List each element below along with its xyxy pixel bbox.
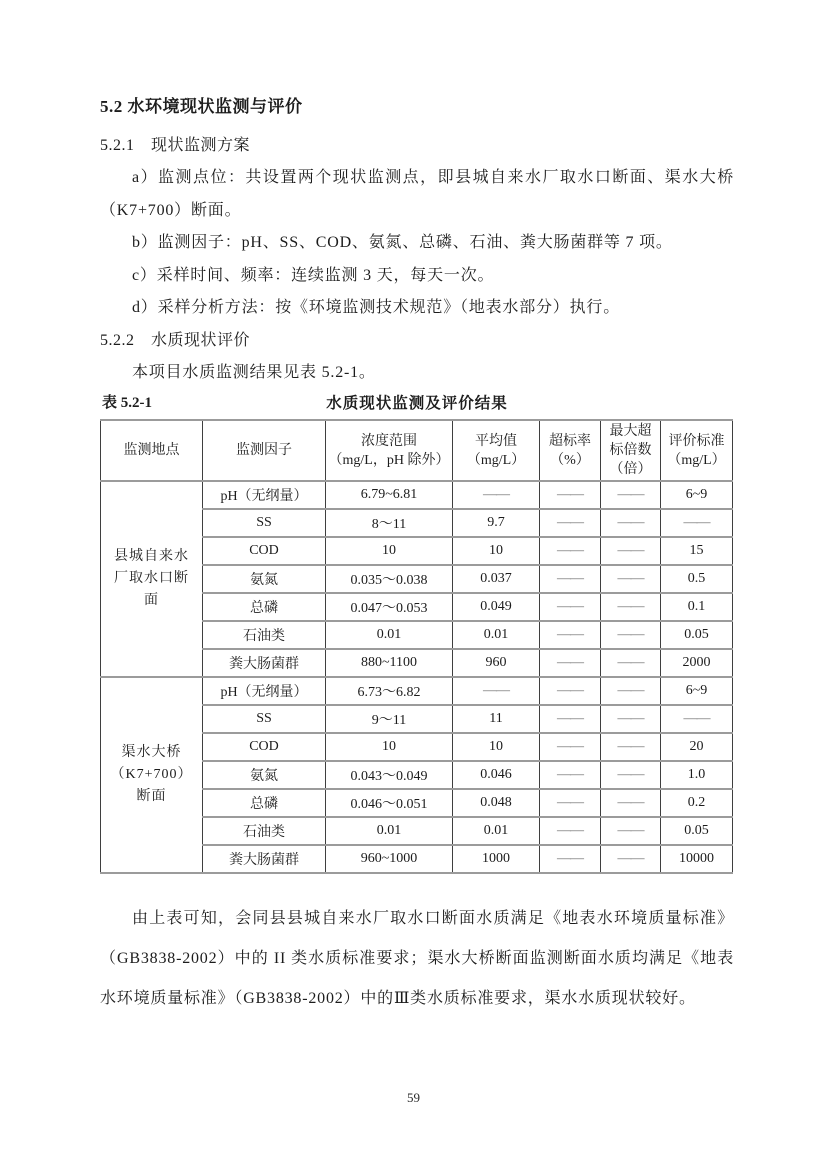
column-header-location	[101, 420, 203, 481]
station-cell-waterworks-intake	[101, 481, 203, 677]
cell-range: 6.79~6.81	[326, 481, 453, 509]
station-line: 渠水大桥	[121, 745, 182, 760]
cell-exceed-rate: ——	[540, 677, 601, 705]
cell-factor: COD	[203, 537, 326, 565]
cell-range: 0.046～0.051	[326, 789, 453, 817]
cell-factor: 氨氮	[203, 761, 326, 789]
header-line: （mg/L）	[667, 452, 726, 468]
table-row	[101, 677, 733, 705]
cell-max-exceed: ——	[601, 817, 661, 845]
cell-factor: SS	[203, 705, 326, 733]
cell-range: 0.047～0.053	[326, 593, 453, 621]
cell-factor: COD	[203, 733, 326, 761]
table-caption-title: 水质现状监测及评价结果	[326, 395, 508, 412]
cell-max-exceed: ——	[601, 677, 661, 705]
cell-exceed-rate: ——	[540, 621, 601, 649]
column-header-average	[453, 420, 540, 481]
cell-exceed-rate: ——	[540, 537, 601, 565]
cell-range: 0.043～0.049	[326, 761, 453, 789]
cell-max-exceed: ——	[601, 789, 661, 817]
section-heading-5-2-1: 5.2.1 现状监测方案	[100, 137, 251, 154]
cell-range: 960~1000	[326, 845, 453, 873]
header-line: 评价标准	[668, 433, 725, 449]
cell-max-exceed: ——	[601, 761, 661, 789]
cell-standard: 2000	[661, 649, 733, 677]
header-line: 标倍数	[609, 443, 652, 458]
cell-average: 0.01	[453, 817, 540, 845]
page-content	[100, 94, 734, 1019]
header-line: （%）	[550, 452, 590, 468]
cell-max-exceed: ——	[601, 537, 661, 565]
cell-max-exceed: ——	[601, 705, 661, 733]
cell-average: 9.7	[453, 509, 540, 537]
cell-factor: 石油类	[203, 817, 326, 845]
cell-max-exceed: ——	[601, 565, 661, 593]
cell-factor: 氨氮	[203, 565, 326, 593]
header-line: （mg/L，pH 除外）	[328, 452, 450, 468]
cell-max-exceed: ——	[601, 509, 661, 537]
cell-standard: 20	[661, 733, 733, 761]
cell-exceed-rate: ——	[540, 593, 601, 621]
cell-standard: 0.2	[661, 789, 733, 817]
cell-standard: 6~9	[661, 481, 733, 509]
cell-average: 10	[453, 733, 540, 761]
cell-max-exceed: ——	[601, 845, 661, 873]
cell-factor: 粪大肠菌群	[203, 845, 326, 873]
cell-factor: 粪大肠菌群	[203, 649, 326, 677]
cell-average: 11	[453, 705, 540, 733]
header-line: 超标率	[549, 433, 591, 449]
cell-range: 0.035～0.038	[326, 565, 453, 593]
paragraph-monitoring-points: a）监测点位：共设置两个现状监测点，即县城自来水厂取水口断面、渠水大桥（K7+700）断面。	[100, 169, 734, 219]
paragraph-sampling-time: c）采样时间、频率：连续监测 3 天，每天一次。	[132, 266, 495, 284]
column-header-exceed-rate	[540, 420, 601, 481]
cell-range: 6.73～6.82	[326, 677, 453, 705]
cell-standard: ——	[661, 705, 733, 733]
cell-factor: 总磷	[203, 593, 326, 621]
cell-range: 8～11	[326, 509, 453, 537]
cell-range: 0.01	[326, 621, 453, 649]
station-line: 县城自来水	[114, 549, 189, 564]
header-line: 平均值	[475, 433, 517, 449]
cell-average: 0.049	[453, 593, 540, 621]
cell-exceed-rate: ——	[540, 565, 601, 593]
cell-exceed-rate: ——	[540, 509, 601, 537]
cell-range: 0.01	[326, 817, 453, 845]
column-header-max-exceed	[601, 420, 661, 481]
column-header-factor	[203, 420, 326, 481]
cell-exceed-rate: ——	[540, 733, 601, 761]
table-caption	[100, 391, 734, 417]
cell-range: 10	[326, 733, 453, 761]
cell-factor: pH（无纲量）	[203, 677, 326, 705]
table-row	[101, 481, 733, 509]
cell-max-exceed: ——	[601, 621, 661, 649]
cell-exceed-rate: ——	[540, 817, 601, 845]
cell-standard: 1.0	[661, 761, 733, 789]
page-number: 59	[407, 1090, 420, 1105]
paragraph-monitoring-factors: b）监测因子：pH、SS、COD、氨氮、总磷、石油、粪大肠菌群等 7 项。	[132, 234, 673, 251]
cell-exceed-rate: ——	[540, 481, 601, 509]
cell-factor: 石油类	[203, 621, 326, 649]
cell-exceed-rate: ——	[540, 761, 601, 789]
station-line: 厂取水口断	[114, 571, 189, 586]
cell-average: 0.048	[453, 789, 540, 817]
cell-standard: 15	[661, 537, 733, 565]
section-heading-5-2-2: 5.2.2 水质现状评价	[100, 331, 251, 349]
header-line: （倍）	[609, 462, 652, 477]
cell-range: 9～11	[326, 705, 453, 733]
cell-exceed-rate: ——	[540, 705, 601, 733]
cell-max-exceed: ——	[601, 733, 661, 761]
cell-standard: ——	[661, 509, 733, 537]
header-line: 浓度范围	[361, 433, 417, 449]
table-header-row	[101, 420, 733, 481]
cell-average: 0.037	[453, 565, 540, 593]
cell-standard: 6~9	[661, 677, 733, 705]
cell-average: ——	[453, 677, 540, 705]
cell-average: 1000	[453, 845, 540, 873]
section-heading-5-2: 5.2 水环境现状监测与评价	[100, 97, 303, 116]
cell-standard: 10000	[661, 845, 733, 873]
cell-standard: 0.05	[661, 621, 733, 649]
cell-max-exceed: ——	[601, 481, 661, 509]
header-line: （mg/L）	[466, 452, 526, 468]
paragraph-conclusion: 由上表可知，会同县县城自来水厂取水口断面水质满足《地表水环境质量标准》（GB3838-2002）中的 II 类水质标准要求；渠水大桥断面监测断面水质均满足《地表水环境质量标准》（GB3838-2002）中的Ⅲ类水质标准要求，渠水水质现状较好。	[100, 910, 734, 1007]
cell-exceed-rate: ——	[540, 649, 601, 677]
cell-exceed-rate: ——	[540, 845, 601, 873]
station-line: 断面	[136, 789, 167, 804]
paragraph-sampling-method: d）采样分析方法：按《环境监测技术规范》（地表水部分）执行。	[132, 299, 621, 316]
cell-range: 10	[326, 537, 453, 565]
cell-average: 10	[453, 537, 540, 565]
cell-average: ——	[453, 481, 540, 509]
station-line: 面	[144, 593, 159, 608]
column-header-standard	[661, 420, 733, 481]
cell-factor: SS	[203, 509, 326, 537]
cell-exceed-rate: ——	[540, 789, 601, 817]
cell-standard: 0.1	[661, 593, 733, 621]
cell-standard: 0.5	[661, 565, 733, 593]
cell-average: 0.01	[453, 621, 540, 649]
header-line: 最大超	[609, 424, 652, 439]
station-cell-qushui-bridge	[101, 677, 203, 873]
water-quality-results-table	[100, 419, 733, 874]
cell-range: 880~1100	[326, 649, 453, 677]
cell-average: 0.046	[453, 761, 540, 789]
station-line: （K7+700）	[110, 767, 193, 782]
table-caption-label: 表 5.2-1	[102, 395, 152, 411]
cell-max-exceed: ——	[601, 649, 661, 677]
cell-average: 960	[453, 649, 540, 677]
header-line: 监测因子	[236, 443, 292, 458]
cell-factor: pH（无纲量）	[203, 481, 326, 509]
header-line: 监测地点	[123, 443, 180, 458]
cell-max-exceed: ——	[601, 593, 661, 621]
column-header-range	[326, 420, 453, 481]
cell-standard: 0.05	[661, 817, 733, 845]
cell-factor: 总磷	[203, 789, 326, 817]
paragraph-table-intro: 本项目水质监测结果见表 5.2-1。	[132, 363, 376, 381]
